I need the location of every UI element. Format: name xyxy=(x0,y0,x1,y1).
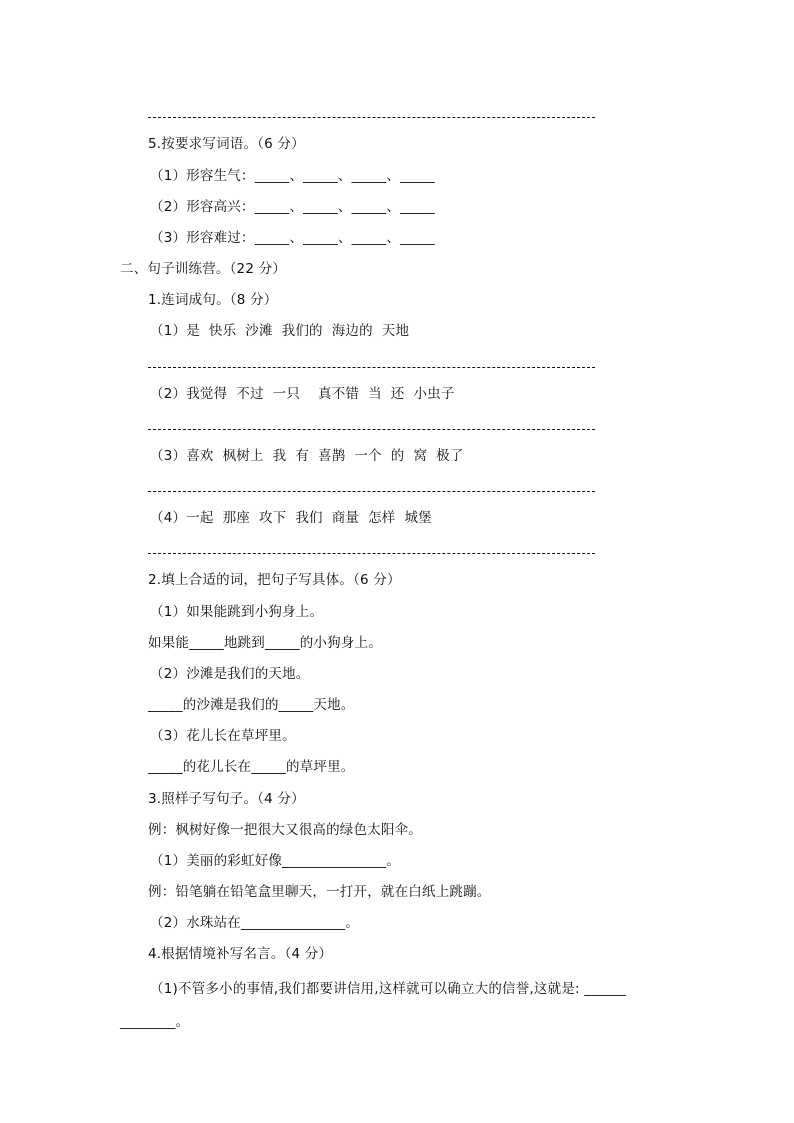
question-item: ________。 xyxy=(120,1014,190,1030)
question-item: （2）形容高兴：_____、_____、_____、_____ xyxy=(150,199,435,215)
question-item: （2）水珠站在_______________。 xyxy=(150,915,359,931)
answer-line xyxy=(148,367,595,368)
question-title: 3.照样子写句子。（4 分） xyxy=(148,791,305,807)
question-item: （2）沙滩是我们的天地。 xyxy=(150,666,310,682)
question-item: （3）形容难过：_____、_____、_____、_____ xyxy=(150,230,435,246)
question-item: （1）如果能跳到小狗身上。 xyxy=(150,604,324,620)
answer-line xyxy=(148,117,595,118)
question-title: 2.填上合适的词，把句子写具体。（6 分） xyxy=(148,572,401,588)
question-title: 4.根据情境补写名言。（4 分） xyxy=(148,946,333,962)
question-item: （1）美丽的彩虹好像_______________。 xyxy=(150,853,401,869)
answer-line xyxy=(148,429,595,430)
question-item: （3）花儿长在草坪里。 xyxy=(150,728,296,744)
question-item: 如果能_____地跳到_____的小狗身上。 xyxy=(148,635,382,651)
question-title: 5.按要求写词语。（6 分） xyxy=(148,136,305,152)
section-heading: 二、句子训练营。（22 分） xyxy=(120,261,287,277)
question-title: 1.连词成句。（8 分） xyxy=(148,292,278,308)
question-item: 例：枫树好像一把很大又很高的绿色太阳伞。 xyxy=(148,822,422,838)
answer-line xyxy=(148,491,595,492)
question-item: （2）我觉得 不过 一只 真不错 当 还 小虫子 xyxy=(150,386,455,402)
question-item: （1）形容生气：_____、_____、_____、_____ xyxy=(150,168,435,184)
answer-line xyxy=(148,553,595,554)
question-item: （1)不管多小的事情,我们都要讲信用,这样就可以确立大的信誉,这就是: ______ xyxy=(150,981,626,997)
question-item: （1）是 快乐 沙滩 我们的 海边的 天地 xyxy=(150,323,410,339)
question-item: _____的花儿长在_____的草坪里。 xyxy=(148,759,355,775)
question-item: （3）喜欢 枫树上 我 有 喜鹊 一个 的 窝 极了 xyxy=(150,448,464,464)
question-item: （4）一起 那座 攻下 我们 商量 怎样 城堡 xyxy=(150,510,432,526)
question-item: 例：铅笔躺在铅笔盒里聊天，一打开，就在白纸上跳蹦。 xyxy=(148,884,491,900)
question-item: _____的沙滩是我们的_____天地。 xyxy=(148,697,355,713)
